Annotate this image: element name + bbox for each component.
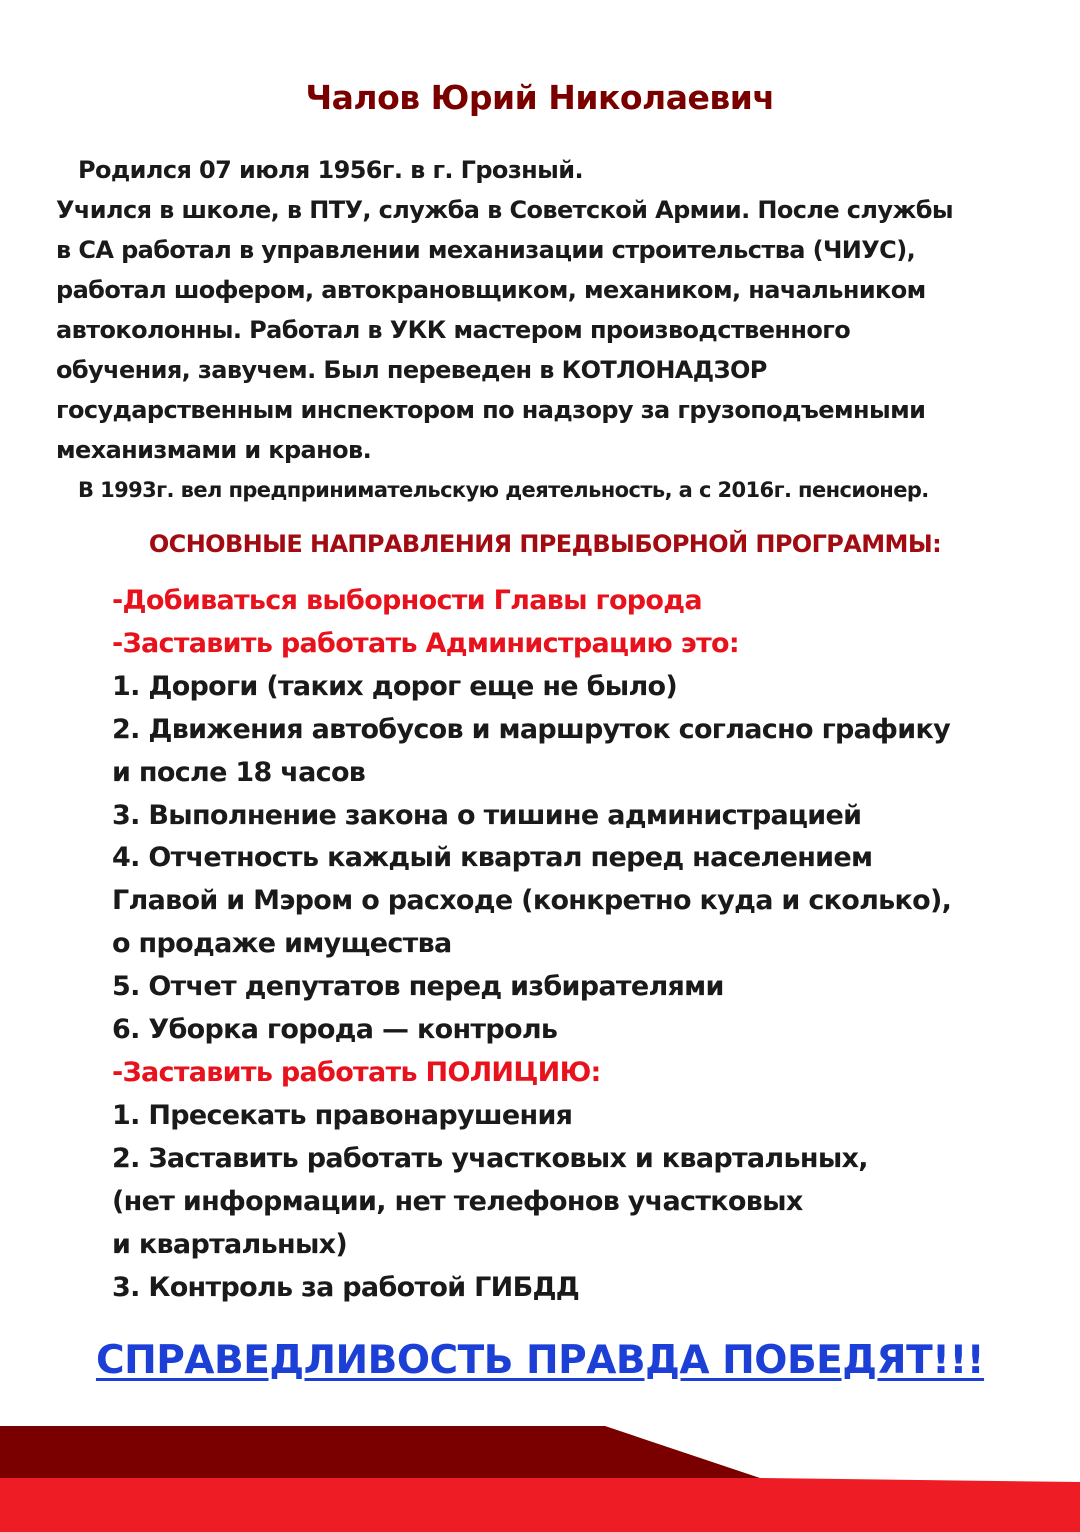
program-heading: ОСНОВНЫЕ НАПРАВЛЕНИЯ ПРЕДВЫБОРНОЙ ПРОГРАММЫ: (148, 530, 942, 558)
program-item: и квартальных) (112, 1228, 348, 1260)
program-goal: -Заставить работать Администрацию это: (112, 627, 739, 659)
footer-band (0, 1420, 1080, 1532)
program-item: 1. Дороги (таких дорог еще не было) (112, 670, 678, 702)
slogan: СПРАВЕДЛИВОСТЬ ПРАВДА ПОБЕДЯТ!!! (95, 1338, 985, 1383)
program-item: о продаже имущества (112, 928, 452, 960)
program-goal: -Заставить работать ПОЛИЦИЮ: (112, 1056, 601, 1088)
bio-line: В 1993г. вел предпринимательскую деятельность, а с 2016г. пенсионер. (78, 478, 929, 502)
program-item: 4. Отчетность каждый квартал перед населением (112, 842, 873, 874)
bio-line: Учился в школе, в ПТУ, служба в Советской Армии. После службы (56, 196, 953, 224)
footer-band-bright (0, 1478, 1080, 1532)
program-item: (нет информации, нет телефонов участковых (112, 1185, 803, 1217)
bio-line: работал шофером, автокрановщиком, механиком, начальником (56, 276, 926, 304)
bio-line: автоколонны. Работал в УКК мастером производственного (56, 316, 851, 344)
bio-line: механизмами и кранов. (56, 436, 372, 464)
bio-line: в СА работал в управлении механизации строительства (ЧИУС), (56, 236, 916, 264)
program-item: и после 18 часов (112, 756, 366, 788)
program-item: 3. Выполнение закона о тишине администрацией (112, 799, 862, 831)
program-list (112, 580, 1052, 1309)
program-item: Главой и Мэром о расходе (конкретно куда и сколько), (112, 885, 952, 917)
program-item: 2. Движения автобусов и маршруток согласно графику (112, 713, 950, 745)
program-goal: -Добиваться выборности Главы города (112, 585, 702, 616)
footer-band-dark (0, 1426, 760, 1478)
program-item: 2. Заставить работать участковых и квартальных, (112, 1142, 868, 1174)
bio-line: обучения, завучем. Был переведен в КОТЛОНАДЗОР (56, 356, 767, 384)
bio-line: Родился 07 июля 1956г. в г. Грозный. (78, 156, 583, 184)
program-item: 1. Пресекать правонарушения (112, 1099, 573, 1131)
program-item: 6. Уборка города — контроль (112, 1014, 558, 1046)
bio-line: государственным инспектором по надзору за грузоподъемными (56, 396, 926, 424)
program-item: 3. Контроль за работой ГИБДД (112, 1271, 580, 1303)
biography (56, 150, 1046, 510)
program-item: 5. Отчет депутатов перед избирателями (112, 971, 724, 1003)
page-title: Чалов Юрий Николаевич (305, 78, 775, 117)
